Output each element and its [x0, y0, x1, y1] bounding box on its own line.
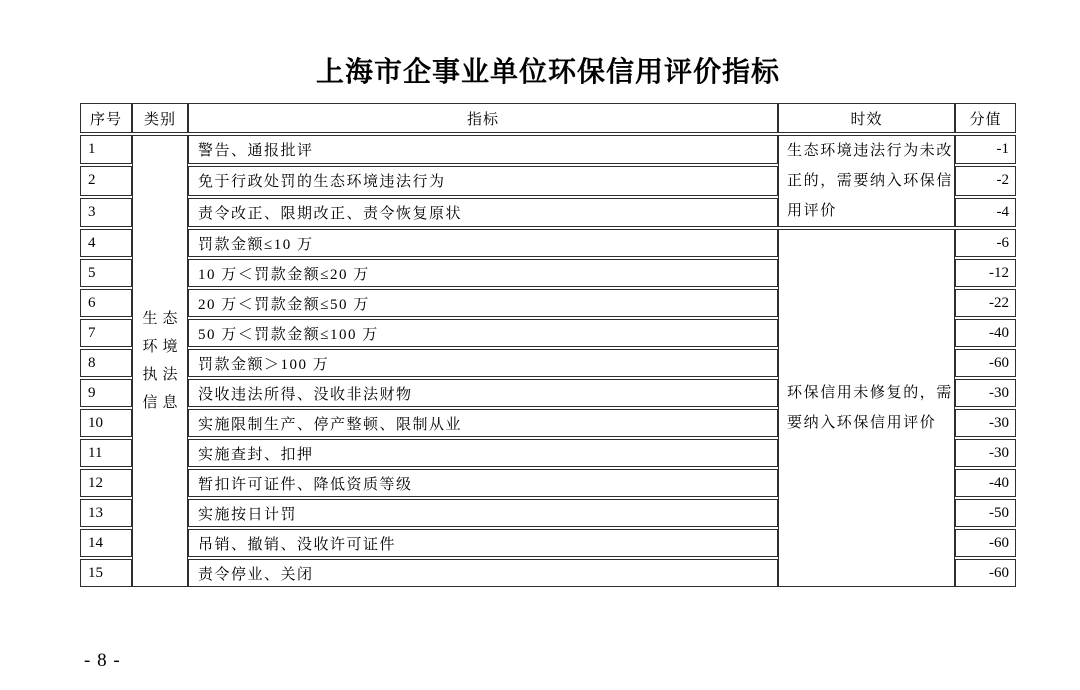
- score-cell: -6: [955, 229, 1016, 257]
- score-cell: -22: [955, 289, 1016, 317]
- index-cell: 8: [80, 349, 132, 377]
- indicator-cell: 责令停业、关闭: [188, 559, 778, 587]
- page-title: 上海市企事业单位环保信用评价指标: [315, 57, 780, 88]
- index-cell: 5: [80, 259, 132, 287]
- indicator-cell: 免于行政处罚的生态环境违法行为: [188, 166, 778, 195]
- validity-cell-group2: [778, 229, 955, 587]
- score-cell: -60: [955, 349, 1016, 377]
- indicator-cell: 实施限制生产、停产整顿、限制从业: [188, 409, 778, 437]
- header-score: 分值: [955, 103, 1016, 133]
- indicator-cell: 暂扣许可证件、降低资质等级: [188, 469, 778, 497]
- score-cell: -40: [955, 469, 1016, 497]
- score-cell: -1: [955, 135, 1016, 164]
- indicator-cell: 罚款金额≤10 万: [188, 229, 778, 257]
- validity-cell-group1: [778, 135, 955, 227]
- indicator-cell: 罚款金额＞100 万: [188, 349, 778, 377]
- indicator-cell: 10 万＜罚款金额≤20 万: [188, 259, 778, 287]
- index-cell: 10: [80, 409, 132, 437]
- index-cell: 3: [80, 198, 132, 227]
- indicator-cell: 实施查封、扣押: [188, 439, 778, 467]
- header-index: 序号: [80, 103, 132, 133]
- index-cell: 15: [80, 559, 132, 587]
- category-line: 生态: [142, 311, 183, 327]
- indicator-cell: 20 万＜罚款金额≤50 万: [188, 289, 778, 317]
- score-cell: -4: [955, 198, 1016, 227]
- table-header-row: [80, 103, 1016, 133]
- index-cell: 14: [80, 529, 132, 557]
- validity-line: 用评价: [787, 203, 837, 219]
- indicator-cell: 吊销、撤销、没收许可证件: [188, 529, 778, 557]
- score-cell: -12: [955, 259, 1016, 287]
- header-category: 类别: [132, 103, 188, 133]
- score-cell: -2: [955, 166, 1016, 195]
- score-cell: -60: [955, 559, 1016, 587]
- score-cell: -30: [955, 379, 1016, 407]
- score-cell: -30: [955, 409, 1016, 437]
- score-cell: -50: [955, 499, 1016, 527]
- indicator-cell: 没收违法所得、没收非法财物: [188, 379, 778, 407]
- validity-line: 环保信用未修复的，需: [787, 385, 954, 401]
- validity-line: 生态环境违法行为未改: [787, 143, 954, 159]
- index-cell: 7: [80, 319, 132, 347]
- header-validity: 时效: [778, 103, 955, 133]
- category-cell: [132, 135, 188, 587]
- index-cell: 9: [80, 379, 132, 407]
- indicator-cell: 责令改正、限期改正、责令恢复原状: [188, 198, 778, 227]
- index-cell: 13: [80, 499, 132, 527]
- page-number: - 8 -: [84, 650, 121, 671]
- table-row: [80, 135, 1016, 164]
- score-cell: -40: [955, 319, 1016, 347]
- category-line: 执法: [142, 367, 183, 383]
- score-cell: -60: [955, 529, 1016, 557]
- header-indicator: 指标: [188, 103, 778, 133]
- index-cell: 12: [80, 469, 132, 497]
- credit-evaluation-table: [80, 101, 1016, 589]
- index-cell: 4: [80, 229, 132, 257]
- indicator-cell: 实施按日计罚: [188, 499, 778, 527]
- category-line: 环境: [142, 339, 183, 355]
- validity-line: 正的，需要纳入环保信: [787, 173, 954, 189]
- table-row: [80, 229, 1016, 257]
- validity-line: 要纳入环保信用评价: [787, 415, 937, 431]
- score-cell: -30: [955, 439, 1016, 467]
- indicator-cell: 50 万＜罚款金额≤100 万: [188, 319, 778, 347]
- index-cell: 6: [80, 289, 132, 317]
- index-cell: 2: [80, 166, 132, 195]
- index-cell: 1: [80, 135, 132, 164]
- index-cell: 11: [80, 439, 132, 467]
- indicator-cell: 警告、通报批评: [188, 135, 778, 164]
- category-line: 信息: [142, 395, 183, 411]
